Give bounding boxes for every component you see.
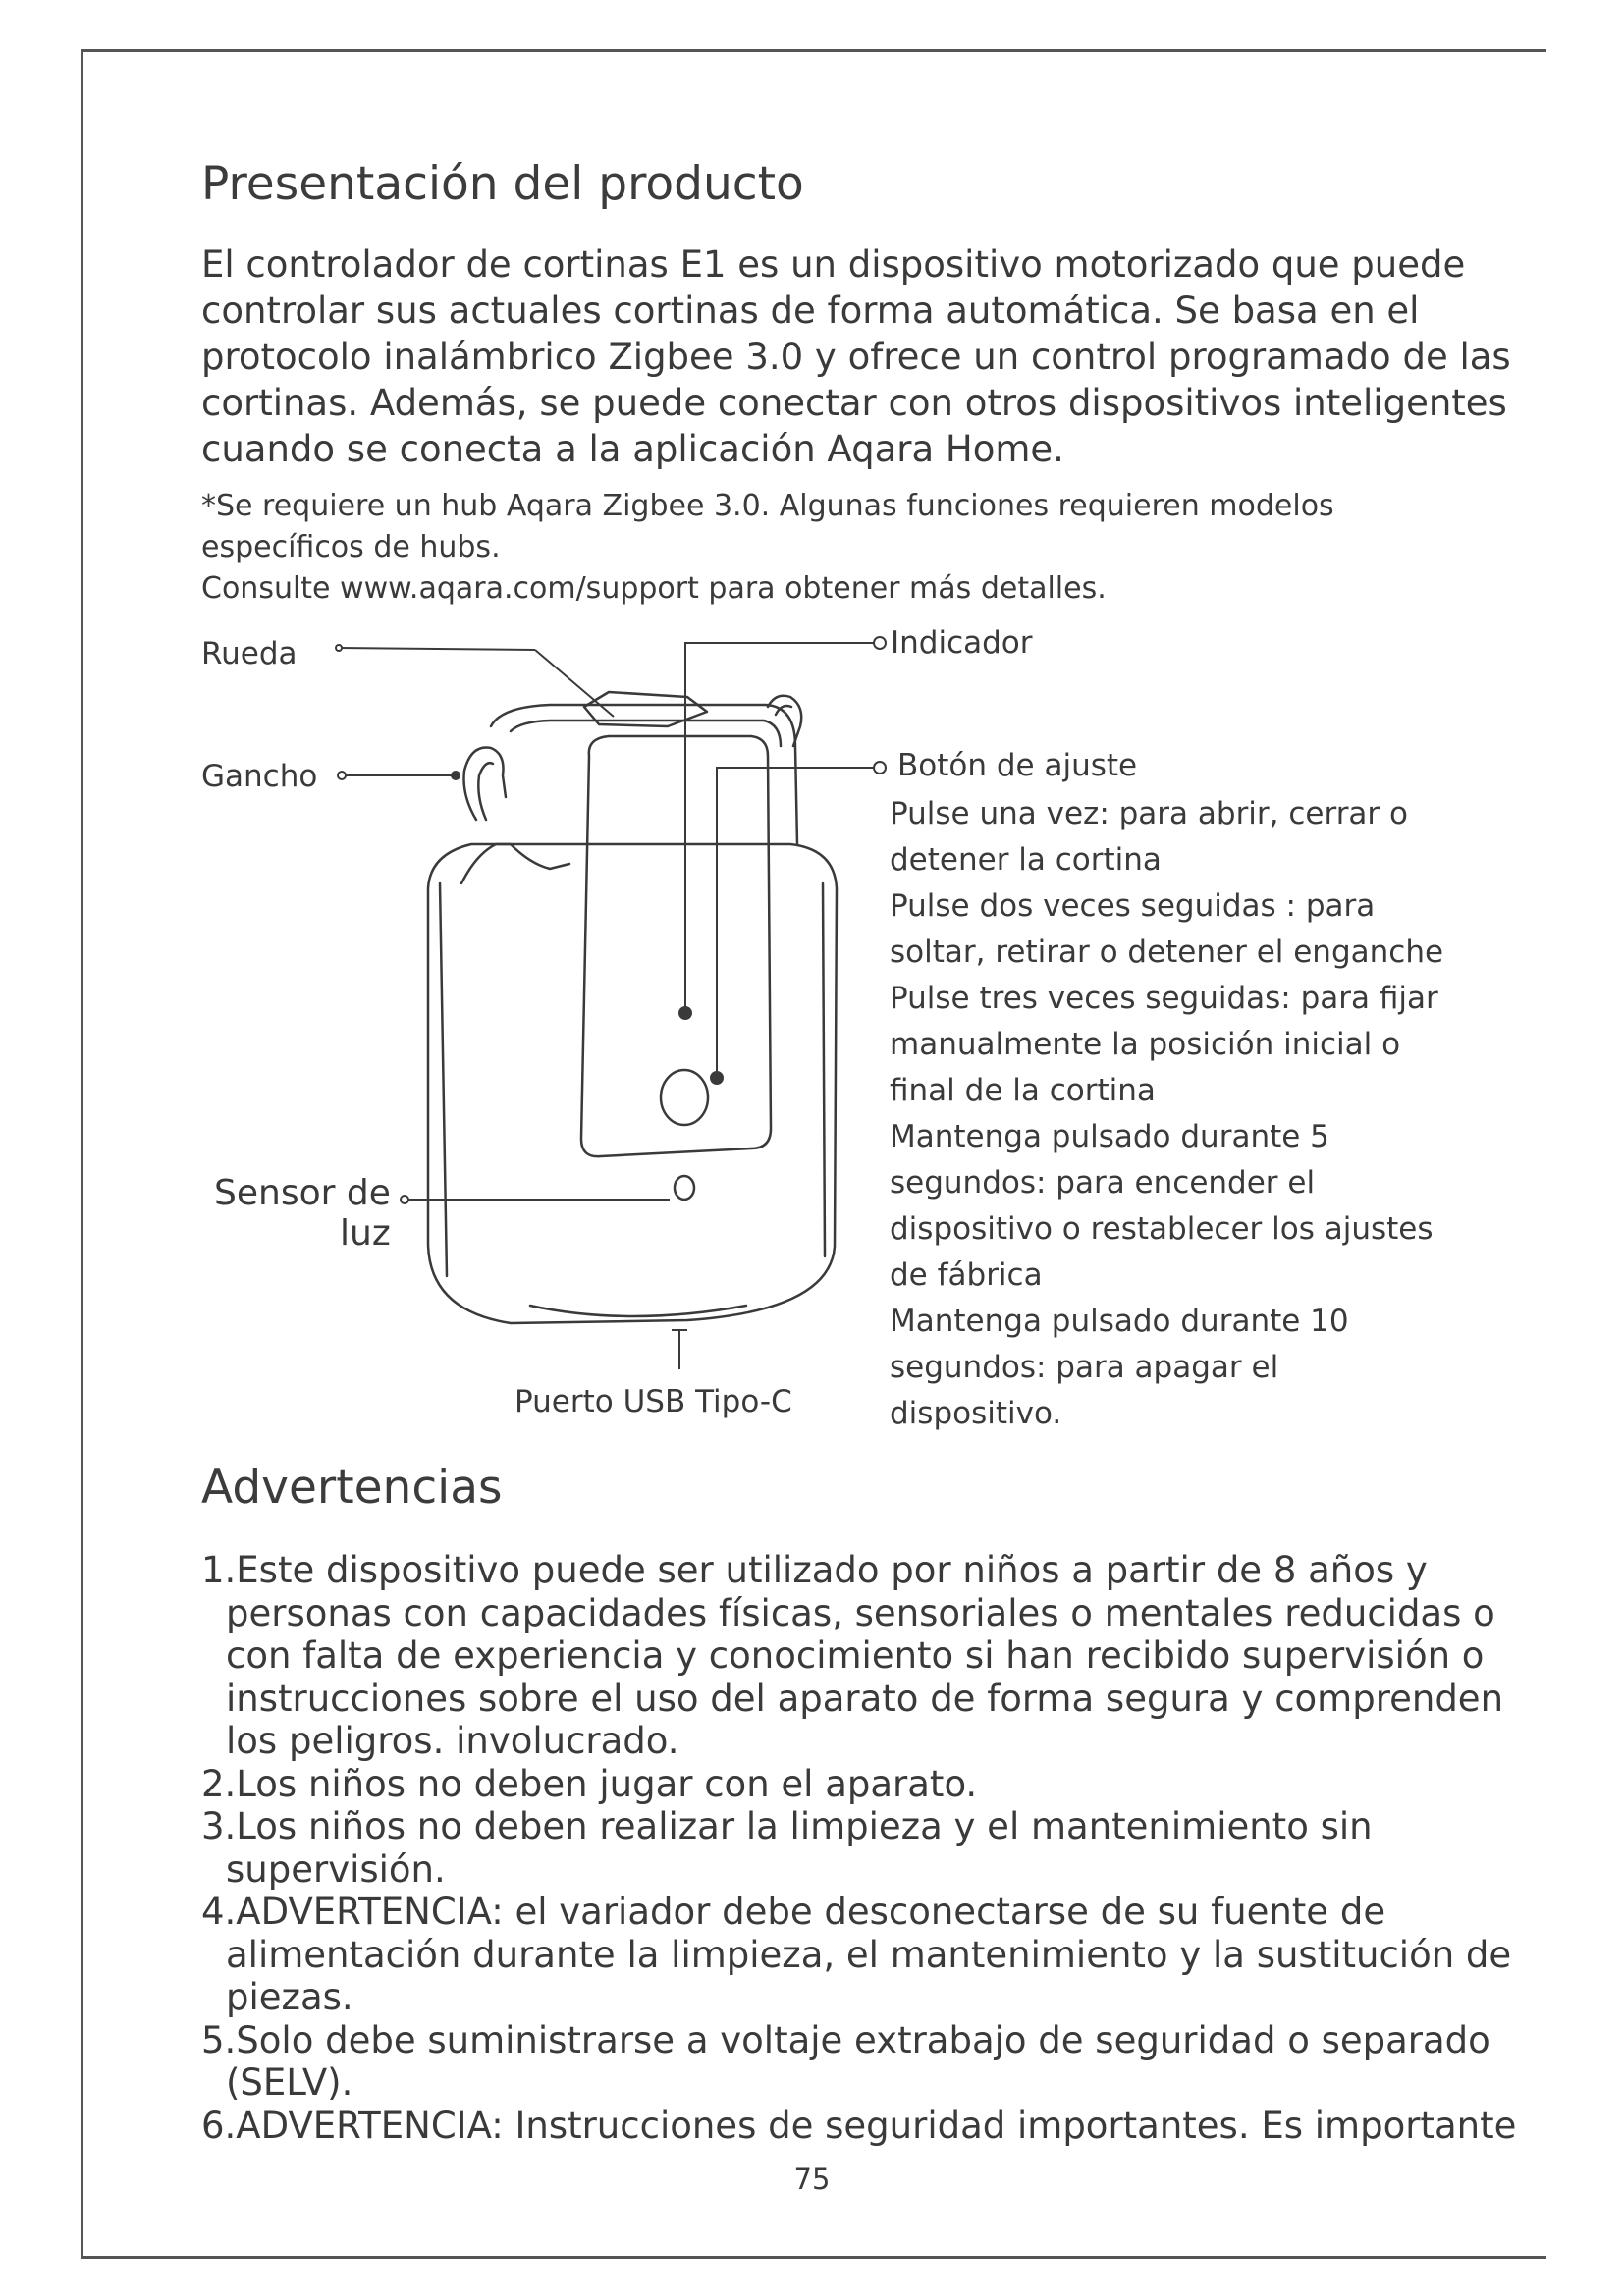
label-rueda: Rueda [201, 636, 298, 671]
warnings-list [201, 1549, 1516, 2147]
desc-line: manualmente la posición inicial o [890, 1027, 1401, 1062]
warning-item [201, 1549, 1516, 1763]
label-usb: Puerto USB Tipo-C [514, 1384, 792, 1419]
device-bottom-curve [530, 1306, 746, 1316]
label-sensor-line2: luz [340, 1213, 391, 1254]
button-description [890, 791, 1443, 1437]
desc-line: detener la cortina [890, 842, 1162, 878]
adjust-button-circle [661, 1070, 708, 1125]
desc-line: Pulse tres veces seguidas: para fijar [890, 981, 1438, 1016]
desc-line: Pulse dos veces seguidas : para [890, 888, 1376, 924]
label-boton: Botón de ajuste [897, 748, 1138, 783]
warning-line: 5.Solo debe suministrarse a voltaje extrabajo de seguridad o separado [201, 2018, 1490, 2061]
warning-line: alimentación durante la limpieza, el mantenimiento y la sustitución de [226, 1933, 1512, 1976]
note-line: Consulte www.aqara.com/support para obtener más detalles. [201, 571, 1107, 606]
gancho-dot [338, 772, 346, 779]
warning-line: piezas. [226, 1976, 353, 2018]
desc-line: dispositivo o restablecer los ajustes [890, 1211, 1434, 1247]
device-body-outline [428, 844, 837, 1323]
light-sensor-circle [675, 1176, 694, 1200]
warning-item [201, 1891, 1516, 2019]
warning-line: instrucciones sobre el uso del aparato de forma segura y comprenden [226, 1677, 1504, 1720]
boton-dot [711, 1072, 723, 1084]
warning-item [201, 1763, 1516, 1806]
device-clip-left [461, 844, 569, 883]
section-title-presentacion: Presentación del producto [201, 157, 804, 211]
warning-line: con falta de experiencia y conocimiento si han recibido supervisión o [226, 1634, 1485, 1677]
intro-line: cortinas. Además, se puede conectar con otros dispositivos inteligentes [201, 382, 1507, 424]
device-body-inner-right [823, 883, 825, 1256]
rueda-dot [336, 645, 342, 651]
desc-line: segundos: para apagar el [890, 1350, 1279, 1385]
label-gancho: Gancho [201, 759, 318, 794]
desc-line: de fábrica [890, 1257, 1043, 1293]
note-line: específicos de hubs. [201, 530, 501, 564]
warning-line: 4.ADVERTENCIA: el variador debe desconectarse de su fuente de [201, 1891, 1386, 1933]
gancho-arrow [452, 772, 460, 779]
label-indicador: Indicador [891, 625, 1033, 661]
warning-line: personas con capacidades físicas, sensoriales o mentales reducidas o [226, 1591, 1495, 1634]
hook-right [768, 696, 801, 746]
warning-line: (SELV). [226, 2061, 353, 2104]
section-title-advertencias: Advertencias [201, 1461, 503, 1515]
warning-line: 2.Los niños no deben jugar con el aparato. [201, 1762, 978, 1805]
boton-end [874, 762, 886, 774]
desc-line: Mantenga pulsado durante 5 [890, 1119, 1329, 1154]
desc-line: dispositivo. [890, 1396, 1062, 1431]
indicador-dot [679, 1007, 691, 1019]
rueda-leader [339, 648, 535, 650]
sensor-dot-left [401, 1196, 408, 1203]
intro-line: protocolo inalámbrico Zigbee 3.0 y ofrece un control programado de las [201, 336, 1511, 378]
desc-line: final de la cortina [890, 1073, 1156, 1108]
indicador-leader [685, 643, 877, 1011]
desc-line: soltar, retirar o detener el enganche [890, 934, 1444, 970]
intro-line: cuando se conecta a la aplicación Aqara Home. [201, 428, 1064, 470]
warning-item [201, 2105, 1516, 2148]
page-number: 75 [793, 2163, 831, 2196]
label-sensor-line1: Sensor de [214, 1173, 391, 1213]
warning-item [201, 1805, 1516, 1891]
device-front-panel [581, 736, 771, 1156]
warning-item [201, 2019, 1516, 2105]
hook-left [464, 747, 507, 820]
desc-line: segundos: para encender el [890, 1165, 1316, 1201]
indicador-end [874, 637, 886, 649]
device-top-clip-inner [511, 721, 781, 746]
warning-line: supervisión. [226, 1847, 446, 1891]
note-line: *Se requiere un hub Aqara Zigbee 3.0. Algunas funciones requieren modelos [201, 489, 1334, 523]
intro-line: controlar sus actuales cortinas de forma automática. Se basa en el [201, 290, 1420, 332]
warning-line: 3.Los niños no deben realizar la limpieza y el mantenimiento sin [201, 1805, 1373, 1847]
hook-left-inner [478, 763, 493, 820]
warning-line: los peligros. involucrado. [226, 1720, 679, 1762]
desc-line: Mantenga pulsado durante 10 [890, 1304, 1349, 1339]
warning-line: 1.Este dispositivo puede ser utilizado por niños a partir de 8 años y [201, 1549, 1428, 1591]
rueda-leader-2 [535, 650, 614, 717]
device-body-inner-left [440, 883, 447, 1276]
warning-line: 6.ADVERTENCIA: Instrucciones de seguridad importantes. Es importante [201, 2104, 1517, 2147]
intro-line: El controlador de cortinas E1 es un dispositivo motorizado que puede [201, 243, 1466, 286]
desc-line: Pulse una vez: para abrir, cerrar o [890, 796, 1408, 831]
